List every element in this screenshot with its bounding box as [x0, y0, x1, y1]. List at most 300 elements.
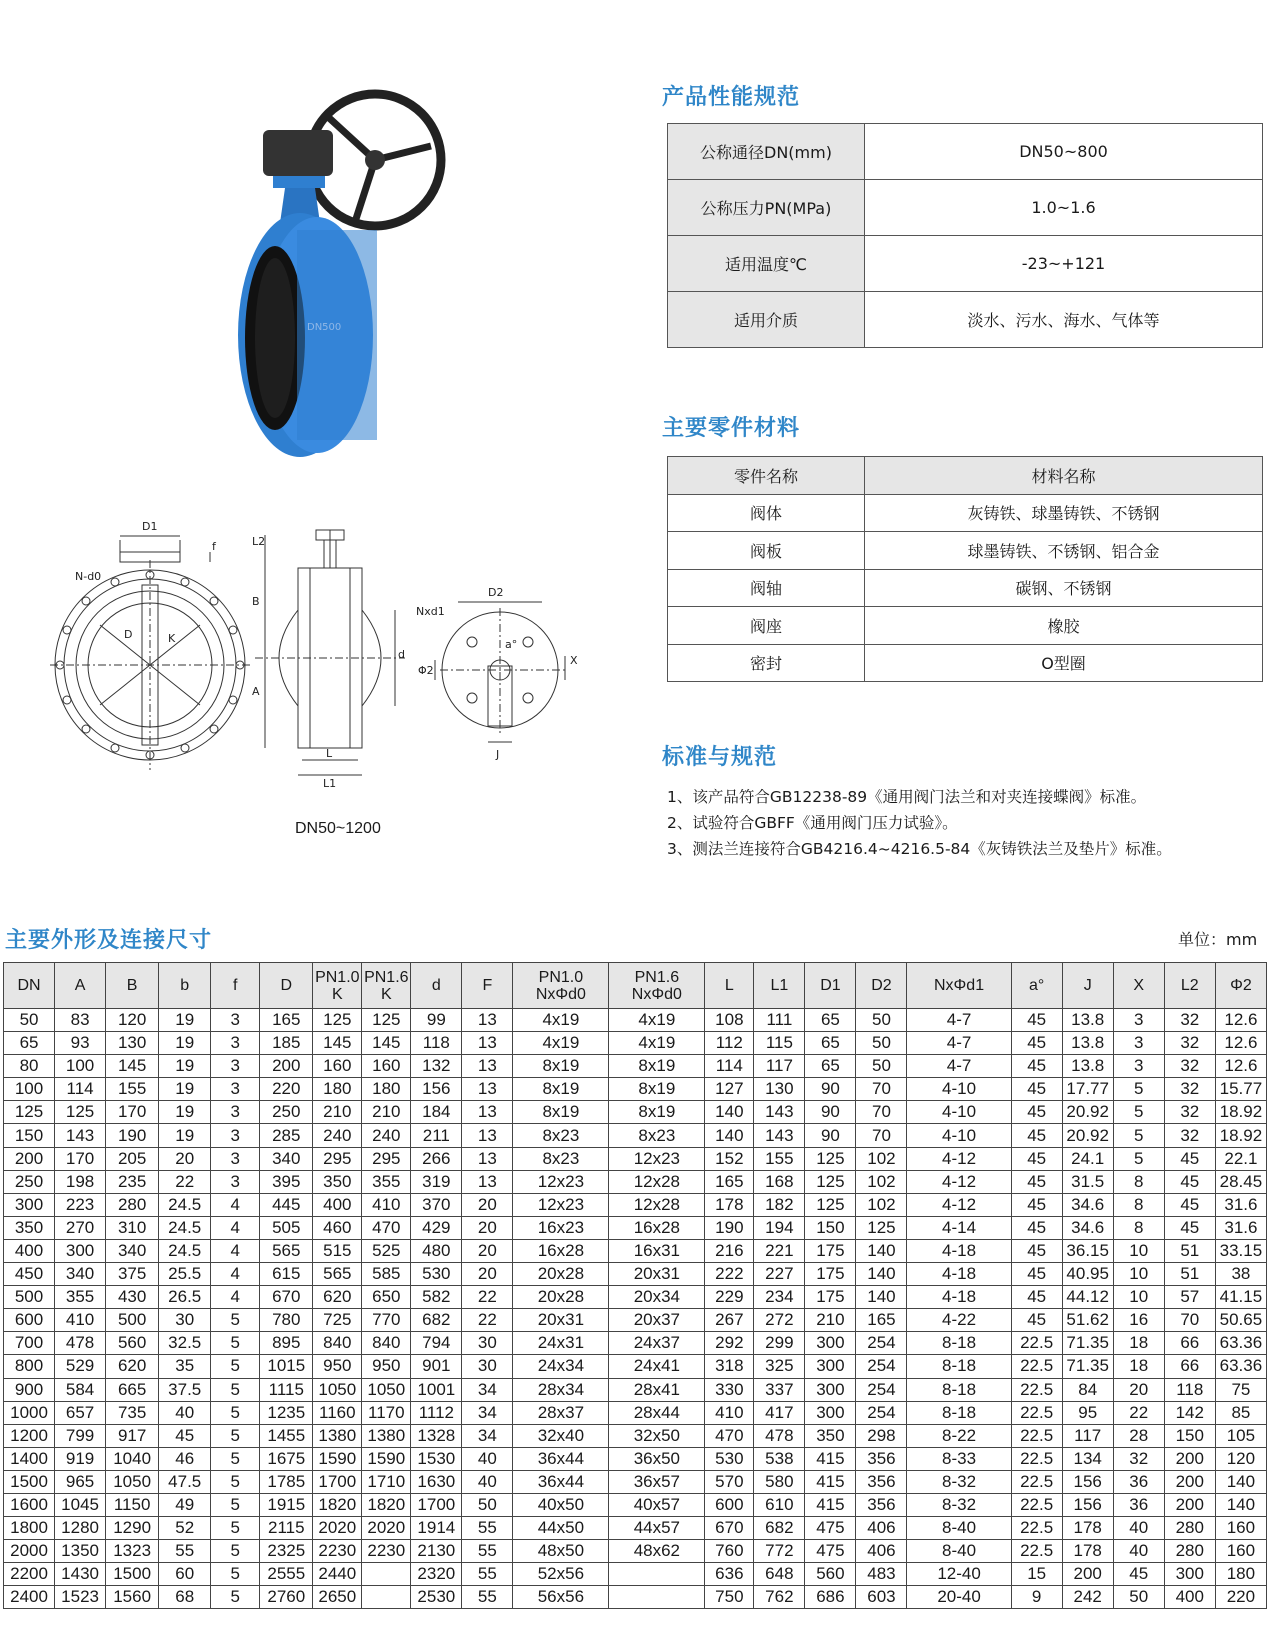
table-cell: 47.5 [159, 1470, 211, 1493]
table-cell: 125 [805, 1193, 856, 1216]
table-cell: 33.15 [1215, 1239, 1266, 1262]
table-cell: 178 [705, 1193, 754, 1216]
table-cell: 28.45 [1215, 1170, 1266, 1193]
table-cell: 95 [1062, 1401, 1113, 1424]
table-cell: 117 [754, 1055, 805, 1078]
table-cell: 210 [362, 1101, 411, 1124]
table-cell: 114 [55, 1078, 106, 1101]
table-cell: 223 [55, 1193, 106, 1216]
table-cell: 51 [1164, 1263, 1215, 1286]
table-cell: 118 [411, 1032, 462, 1055]
table-cell: 295 [313, 1147, 362, 1170]
table-cell: 478 [754, 1424, 805, 1447]
table-cell: 22.5 [1011, 1540, 1062, 1563]
table-cell: 200 [1164, 1447, 1215, 1470]
table-cell: 10 [1113, 1286, 1164, 1309]
table-cell: 63.36 [1215, 1355, 1266, 1378]
table-cell: 2230 [313, 1540, 362, 1563]
table-cell: 1455 [260, 1424, 313, 1447]
table-cell: 22 [1113, 1401, 1164, 1424]
table-cell: 20 [462, 1239, 513, 1262]
table-cell: 25.5 [159, 1263, 211, 1286]
materials-part: 阀座 [668, 607, 865, 645]
table-cell: 400 [313, 1193, 362, 1216]
table-cell: 44x50 [513, 1517, 609, 1540]
performance-label: 公称通径DN(mm) [668, 124, 865, 180]
table-row [4, 1378, 1267, 1401]
table-cell: 50 [462, 1493, 513, 1516]
table-cell: 45 [1164, 1216, 1215, 1239]
table-row [4, 1263, 1267, 1286]
table-cell: 120 [1215, 1447, 1266, 1470]
label-l1: L1 [323, 777, 337, 790]
label-l: L [326, 747, 333, 760]
table-cell: 90 [805, 1101, 856, 1124]
table-cell: 22.5 [1011, 1378, 1062, 1401]
table-cell: 18 [1113, 1355, 1164, 1378]
table-cell: 205 [106, 1147, 159, 1170]
table-cell: 30 [462, 1355, 513, 1378]
table-cell: 1328 [411, 1424, 462, 1447]
table-cell: 4 [211, 1239, 260, 1262]
table-cell: 665 [106, 1378, 159, 1401]
table-cell: 266 [411, 1147, 462, 1170]
table-cell: 1530 [411, 1447, 462, 1470]
table-cell: 610 [754, 1493, 805, 1516]
table-cell: 298 [856, 1424, 907, 1447]
table-cell: 3 [1113, 1009, 1164, 1032]
table-cell: 1170 [362, 1401, 411, 1424]
table-row [4, 1355, 1267, 1378]
table-cell: 198 [55, 1170, 106, 1193]
table-cell: 8x23 [513, 1147, 609, 1170]
table-cell: 40 [159, 1401, 211, 1424]
table-cell: 410 [705, 1401, 754, 1424]
table-cell: 4 [211, 1216, 260, 1239]
table-cell: 114 [705, 1055, 754, 1078]
table-cell: 1290 [106, 1517, 159, 1540]
table-cell: 36 [1113, 1493, 1164, 1516]
table-cell: 24.1 [1062, 1147, 1113, 1170]
table-cell: 36x50 [609, 1447, 705, 1470]
table-cell: 5 [211, 1401, 260, 1424]
table-row [4, 1101, 1267, 1124]
table-cell: 127 [705, 1078, 754, 1101]
table-cell: 500 [106, 1309, 159, 1332]
table-cell: 670 [260, 1286, 313, 1309]
table-cell: 8x23 [513, 1124, 609, 1147]
table-cell: 160 [313, 1055, 362, 1078]
table-cell: 18.92 [1215, 1101, 1266, 1124]
table-cell: 1040 [106, 1447, 159, 1470]
table-row [4, 1055, 1267, 1078]
table-cell: 1115 [260, 1378, 313, 1401]
performance-label: 适用介质 [668, 292, 865, 348]
table-cell: 410 [362, 1193, 411, 1216]
table-cell: 5 [211, 1378, 260, 1401]
table-cell: 24x41 [609, 1355, 705, 1378]
table-cell: 8-32 [907, 1470, 1011, 1493]
table-cell: 1015 [260, 1355, 313, 1378]
table-cell: 429 [411, 1216, 462, 1239]
table-row [4, 1470, 1267, 1493]
table-row [4, 1170, 1267, 1193]
drawing-flange-view [435, 602, 565, 742]
table-cell: 210 [805, 1309, 856, 1332]
label-l2: L2 [252, 535, 266, 548]
table-cell: 636 [705, 1563, 754, 1586]
table-cell: 102 [856, 1170, 907, 1193]
table-cell: 5 [1113, 1078, 1164, 1101]
table-cell: 18 [1113, 1332, 1164, 1355]
table-cell: 1050 [106, 1470, 159, 1493]
table-cell: 4x19 [513, 1032, 609, 1055]
table-cell: 1150 [106, 1493, 159, 1516]
table-cell: 3 [211, 1147, 260, 1170]
table-cell: 1430 [55, 1563, 106, 1586]
table-cell: 1380 [313, 1424, 362, 1447]
table-cell: 84 [1062, 1378, 1113, 1401]
table-cell: 900 [4, 1378, 55, 1401]
table-cell: 4-18 [907, 1286, 1011, 1309]
table-cell: 155 [754, 1147, 805, 1170]
table-cell: 20-40 [907, 1586, 1011, 1609]
table-row [4, 1401, 1267, 1424]
table-cell: 480 [411, 1239, 462, 1262]
table-cell: 40x50 [513, 1493, 609, 1516]
table-cell: 150 [805, 1216, 856, 1239]
table-row [4, 1078, 1267, 1101]
dimensions-title: 主要外形及连接尺寸 [5, 928, 213, 953]
table-cell: 799 [55, 1424, 106, 1447]
materials-part: 阀板 [668, 532, 865, 570]
dimensions-header-cell: B [106, 963, 159, 1009]
table-cell: 24x37 [609, 1332, 705, 1355]
table-cell: 37.5 [159, 1378, 211, 1401]
table-cell: 19 [159, 1009, 211, 1032]
table-row [4, 1424, 1267, 1447]
table-cell: 45 [1011, 1170, 1062, 1193]
table-cell: 125 [4, 1101, 55, 1124]
table-cell: 772 [754, 1540, 805, 1563]
table-cell: 8x19 [513, 1055, 609, 1078]
table-cell: 2760 [260, 1586, 313, 1609]
label-d: d [398, 648, 405, 661]
table-cell: 4-7 [907, 1055, 1011, 1078]
table-cell: 8-18 [907, 1355, 1011, 1378]
dimensions-header-cell: L1 [754, 963, 805, 1009]
table-cell: 143 [754, 1124, 805, 1147]
table-cell: 221 [754, 1239, 805, 1262]
table-cell: 3 [211, 1124, 260, 1147]
table-cell: 55 [462, 1586, 513, 1609]
performance-value: DN50~800 [865, 124, 1263, 180]
table-cell: 285 [260, 1124, 313, 1147]
table-cell: 45 [1164, 1147, 1215, 1170]
materials-material: 橡胶 [865, 607, 1263, 645]
table-cell: 2555 [260, 1563, 313, 1586]
table-cell: 529 [55, 1355, 106, 1378]
table-cell: 310 [106, 1216, 159, 1239]
table-cell: 2000 [4, 1540, 55, 1563]
table-cell: 12-40 [907, 1563, 1011, 1586]
table-cell: 13 [462, 1009, 513, 1032]
table-cell: 50.65 [1215, 1309, 1266, 1332]
table-cell: 65 [805, 1055, 856, 1078]
table-cell: 4-10 [907, 1101, 1011, 1124]
table-cell: 156 [1062, 1493, 1113, 1516]
table-cell: 13 [462, 1147, 513, 1170]
materials-row [668, 644, 1263, 682]
table-cell: 356 [856, 1493, 907, 1516]
table-cell: 3 [211, 1032, 260, 1055]
table-cell: 22.5 [1011, 1447, 1062, 1470]
table-cell: 34.6 [1062, 1216, 1113, 1239]
table-cell: 13 [462, 1078, 513, 1101]
table-cell: 20x31 [609, 1263, 705, 1286]
table-cell: 682 [411, 1309, 462, 1332]
table-cell: 560 [106, 1332, 159, 1355]
table-cell: 325 [754, 1355, 805, 1378]
table-cell: 28x34 [513, 1378, 609, 1401]
table-cell: 1323 [106, 1540, 159, 1563]
table-cell: 600 [4, 1309, 55, 1332]
table-cell: 13.8 [1062, 1055, 1113, 1078]
table-cell: 2400 [4, 1586, 55, 1609]
table-cell: 950 [362, 1355, 411, 1378]
table-cell: 45 [1011, 1309, 1062, 1332]
table-cell: 44.12 [1062, 1286, 1113, 1309]
table-cell: 1380 [362, 1424, 411, 1447]
table-cell: 330 [705, 1378, 754, 1401]
table-cell: 160 [362, 1055, 411, 1078]
table-cell: 1630 [411, 1470, 462, 1493]
table-cell: 190 [106, 1124, 159, 1147]
table-cell: 318 [705, 1355, 754, 1378]
table-cell: 175 [805, 1239, 856, 1262]
table-cell: 132 [411, 1055, 462, 1078]
table-cell: 12x28 [609, 1170, 705, 1193]
valve-photo [235, 80, 465, 480]
materials-header-material: 材料名称 [865, 457, 1263, 495]
table-cell: 700 [4, 1332, 55, 1355]
table-cell: 100 [55, 1055, 106, 1078]
table-cell: 1112 [411, 1401, 462, 1424]
table-cell: 620 [106, 1355, 159, 1378]
table-cell: 20x34 [609, 1286, 705, 1309]
table-cell: 4-14 [907, 1216, 1011, 1239]
table-cell: 5 [211, 1332, 260, 1355]
standards-item: 2、试验符合GBFF《通用阀门压力试验》。 [667, 814, 958, 832]
table-cell: 211 [411, 1124, 462, 1147]
table-cell: 22.5 [1011, 1332, 1062, 1355]
table-cell: 45 [1113, 1563, 1164, 1586]
table-cell: 267 [705, 1309, 754, 1332]
table-cell: 780 [260, 1309, 313, 1332]
table-cell: 582 [411, 1286, 462, 1309]
table-cell [362, 1586, 411, 1609]
performance-label: 适用温度℃ [668, 236, 865, 292]
table-cell: 75 [1215, 1378, 1266, 1401]
table-cell: 682 [754, 1517, 805, 1540]
table-cell: 140 [705, 1101, 754, 1124]
table-cell: 4-12 [907, 1170, 1011, 1193]
table-cell: 8 [1113, 1170, 1164, 1193]
materials-header-row [668, 457, 1263, 495]
table-cell: 24.5 [159, 1239, 211, 1262]
table-cell: 20.92 [1062, 1124, 1113, 1147]
table-cell: 5 [211, 1517, 260, 1540]
table-cell: 2020 [313, 1517, 362, 1540]
table-cell: 1590 [313, 1447, 362, 1470]
table-row [4, 1009, 1267, 1032]
table-cell: 70 [856, 1078, 907, 1101]
table-cell: 49 [159, 1493, 211, 1516]
table-cell: 13 [462, 1124, 513, 1147]
table-cell: 340 [106, 1239, 159, 1262]
table-row [4, 1517, 1267, 1540]
table-cell: 117 [1062, 1424, 1113, 1447]
dimensions-header-cell: PN1.0 K [313, 963, 362, 1009]
table-cell: 70 [1164, 1309, 1215, 1332]
table-cell: 18.92 [1215, 1124, 1266, 1147]
table-cell: 36x44 [513, 1447, 609, 1470]
table-cell: 300 [4, 1193, 55, 1216]
table-cell: 31.6 [1215, 1216, 1266, 1239]
table-cell: 1280 [55, 1517, 106, 1540]
table-cell: 565 [260, 1239, 313, 1262]
table-cell: 140 [856, 1286, 907, 1309]
table-cell: 38 [1215, 1263, 1266, 1286]
table-cell: 430 [106, 1286, 159, 1309]
table-cell: 2650 [313, 1586, 362, 1609]
table-cell: 445 [260, 1193, 313, 1216]
table-cell: 24x34 [513, 1355, 609, 1378]
table-cell: 355 [362, 1170, 411, 1193]
dimensions-header-cell: D [260, 963, 313, 1009]
table-cell: 560 [805, 1563, 856, 1586]
table-cell: 16x28 [513, 1239, 609, 1262]
label-x: X [570, 654, 578, 667]
table-cell: 5 [1113, 1147, 1164, 1170]
table-cell: 4 [211, 1286, 260, 1309]
table-cell: 65 [805, 1032, 856, 1055]
table-cell: 125 [805, 1147, 856, 1170]
table-cell: 538 [754, 1447, 805, 1470]
table-cell: 40 [462, 1470, 513, 1493]
table-cell: 40x57 [609, 1493, 705, 1516]
table-cell: 1914 [411, 1517, 462, 1540]
table-cell: 750 [705, 1586, 754, 1609]
table-cell: 200 [1164, 1470, 1215, 1493]
table-cell: 50 [4, 1009, 55, 1032]
table-cell: 30 [462, 1332, 513, 1355]
materials-row [668, 532, 1263, 570]
table-cell: 32 [1164, 1032, 1215, 1055]
table-cell: 80 [4, 1055, 55, 1078]
table-cell: 190 [705, 1216, 754, 1239]
table-cell: 234 [754, 1286, 805, 1309]
table-cell: 55 [462, 1563, 513, 1586]
table-cell: 2230 [362, 1540, 411, 1563]
table-cell: 28x44 [609, 1401, 705, 1424]
table-cell: 220 [260, 1078, 313, 1101]
table-cell: 375 [106, 1263, 159, 1286]
table-cell: 254 [856, 1401, 907, 1424]
table-row [4, 1563, 1267, 1586]
table-cell: 143 [754, 1101, 805, 1124]
table-row [4, 1540, 1267, 1563]
table-cell: 4-12 [907, 1147, 1011, 1170]
table-cell: 32x40 [513, 1424, 609, 1447]
table-cell: 170 [55, 1147, 106, 1170]
table-cell: 41.15 [1215, 1286, 1266, 1309]
table-cell: 140 [1215, 1493, 1266, 1516]
table-cell: 70 [856, 1101, 907, 1124]
table-cell: 160 [1215, 1540, 1266, 1563]
table-cell: 20 [462, 1263, 513, 1286]
table-cell: 31.6 [1215, 1193, 1266, 1216]
table-cell: 292 [705, 1332, 754, 1355]
table-cell: 16x28 [609, 1216, 705, 1239]
table-cell: 8-33 [907, 1447, 1011, 1470]
table-cell: 340 [260, 1147, 313, 1170]
table-cell: 270 [55, 1216, 106, 1239]
table-cell: 8 [1113, 1216, 1164, 1239]
table-cell: 45 [1011, 1239, 1062, 1262]
performance-table [667, 123, 1263, 348]
table-cell: 2440 [313, 1563, 362, 1586]
table-cell: 45 [1011, 1032, 1062, 1055]
table-cell: 1820 [362, 1493, 411, 1516]
technical-drawing [40, 520, 610, 790]
table-cell: 657 [55, 1401, 106, 1424]
table-cell: 19 [159, 1078, 211, 1101]
table-cell: 760 [705, 1540, 754, 1563]
performance-value: 淡水、污水、海水、气体等 [865, 292, 1263, 348]
table-cell: 356 [856, 1470, 907, 1493]
dimensions-header-cell: A [55, 963, 106, 1009]
table-cell: 4-12 [907, 1193, 1011, 1216]
table-cell: 12x23 [609, 1147, 705, 1170]
table-cell: 22.5 [1011, 1424, 1062, 1447]
table-cell: 16x23 [513, 1216, 609, 1239]
table-cell: 1600 [4, 1493, 55, 1516]
table-cell: 48x50 [513, 1540, 609, 1563]
table-cell: 725 [313, 1309, 362, 1332]
table-cell: 299 [754, 1332, 805, 1355]
table-cell: 200 [260, 1055, 313, 1078]
table-cell: 152 [705, 1147, 754, 1170]
table-cell: 140 [856, 1239, 907, 1262]
table-cell: 150 [1164, 1424, 1215, 1447]
table-cell: 475 [805, 1540, 856, 1563]
table-cell [609, 1586, 705, 1609]
table-cell: 1560 [106, 1586, 159, 1609]
table-cell: 32 [1164, 1124, 1215, 1147]
table-cell: 118 [1164, 1378, 1215, 1401]
table-cell: 620 [313, 1286, 362, 1309]
table-cell: 142 [1164, 1401, 1215, 1424]
table-cell: 603 [856, 1586, 907, 1609]
table-cell: 40.95 [1062, 1263, 1113, 1286]
performance-value: -23~+121 [865, 236, 1263, 292]
table-cell: 350 [4, 1216, 55, 1239]
table-cell: 30 [159, 1309, 211, 1332]
table-cell: 63.36 [1215, 1332, 1266, 1355]
table-cell: 4 [211, 1263, 260, 1286]
table-cell: 525 [362, 1239, 411, 1262]
